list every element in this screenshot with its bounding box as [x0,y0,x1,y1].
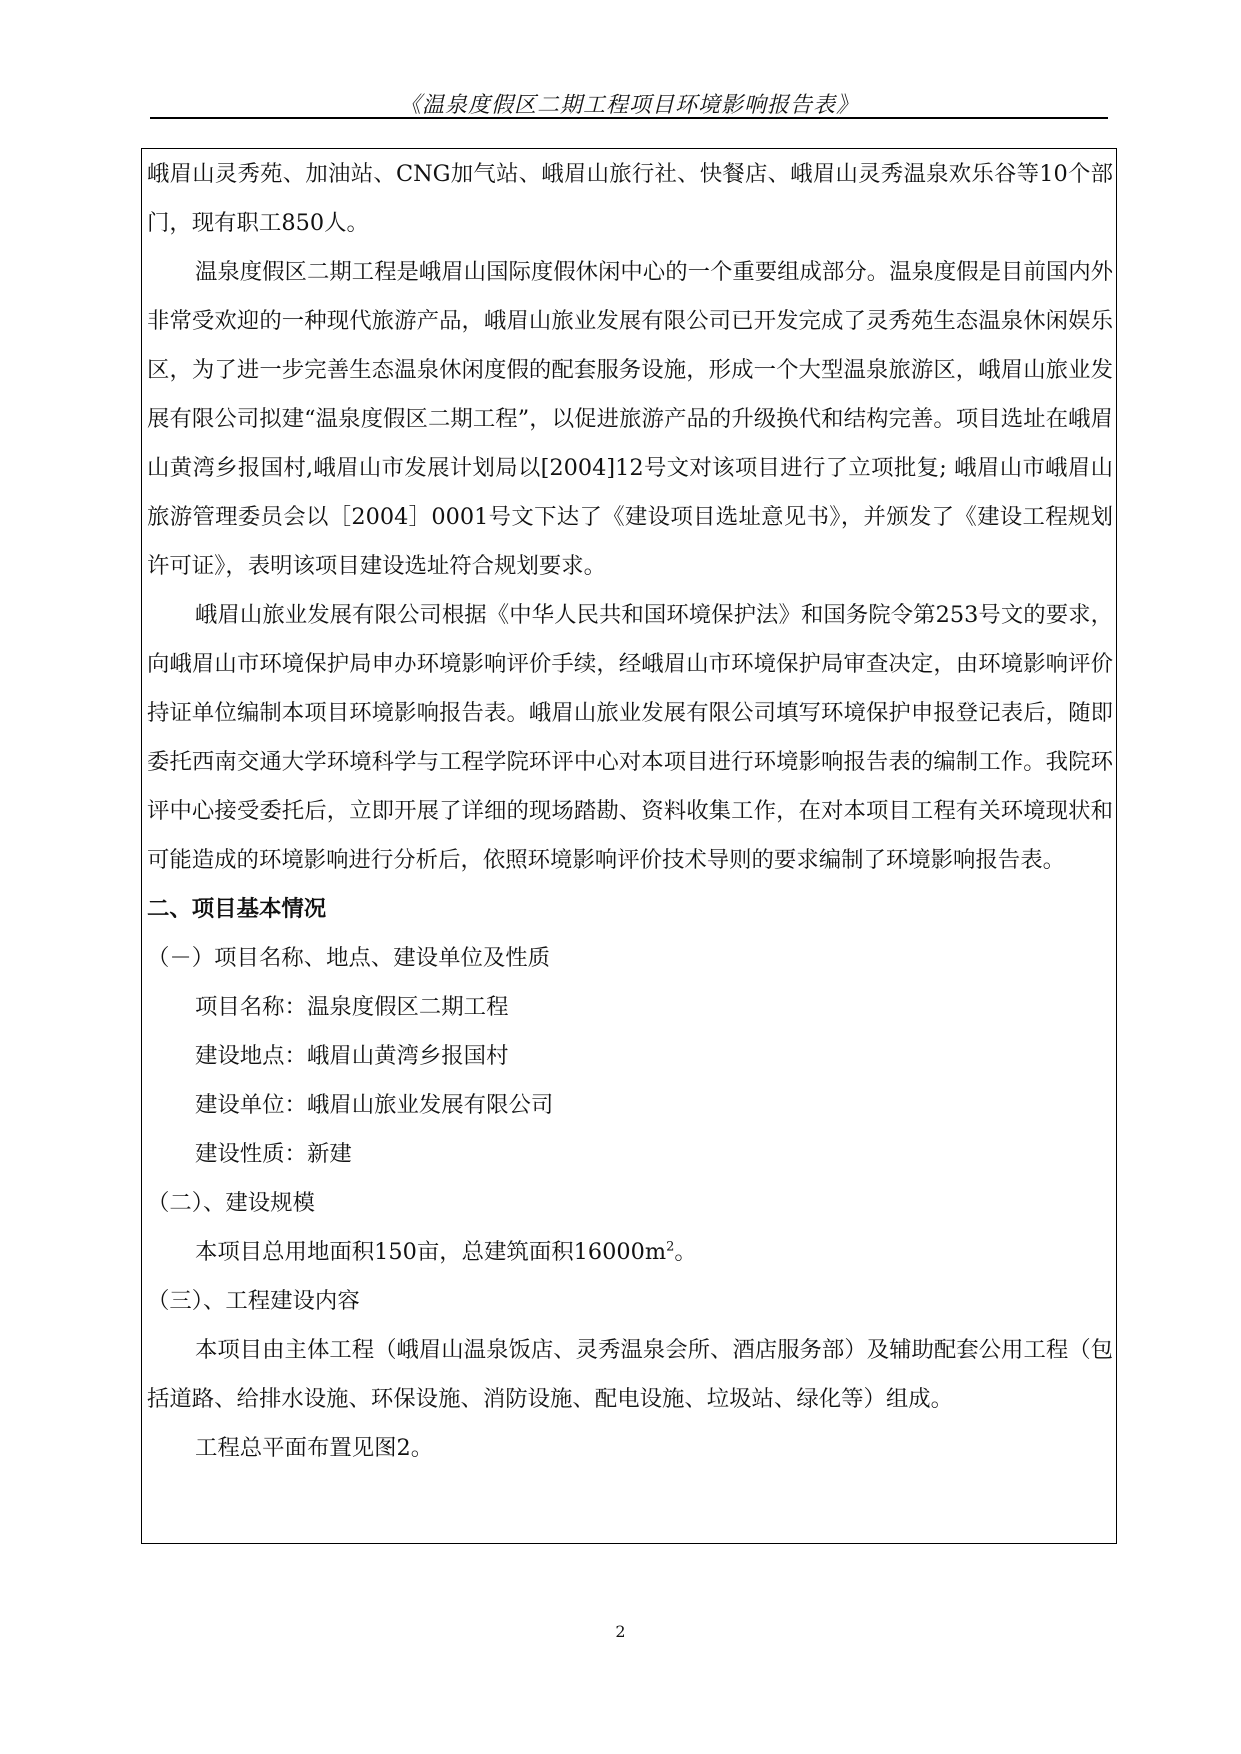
project-name-line: 项目名称：温泉度假区二期工程 [195,994,509,1020]
page-number: 2 [615,1622,626,1641]
scale-text: 本项目总用地面积150亩，总建筑面积16000m [195,1239,667,1265]
document-body [147,150,1113,1473]
scale-line [147,1228,1113,1277]
paragraph-construction-content: 本项目由主体工程（峨眉山温泉饭店、灵秀温泉会所、酒店服务部）及辅助配套公用工程（包括道路、给排水设施、环保设施、消防设施、配电设施、垃圾站、绿化等）组成。 [147,1337,1114,1412]
section-heading-basic-info: 二、项目基本情况 [147,896,327,922]
header-rule [150,117,1108,119]
paragraph-departments: 峨眉山灵秀苑、加油站、CNG加气站、峨眉山旅行社、快餐店、峨眉山灵秀温泉欢乐谷等10个部门，现有职工850人。 [147,161,1113,236]
subsection-heading-scale: （二）、建设规模 [147,1190,315,1216]
project-nature-line: 建设性质：新建 [195,1141,352,1167]
layout-reference-line: 工程总平面布置见图2。 [195,1435,434,1461]
subsection-heading-name-location: （－）项目名称、地点、建设单位及性质 [147,945,551,971]
scale-end: 。 [674,1239,697,1265]
subsection-heading-content: （三）、工程建设内容 [147,1288,360,1314]
project-unit-line: 建设单位：峨眉山旅业发展有限公司 [195,1092,554,1118]
paragraph-project-background: 温泉度假区二期工程是峨眉山国际度假休闲中心的一个重要组成部分。温泉度假是目前国内外非常受欢迎的一种现代旅游产品，峨眉山旅业发展有限公司已开发完成了灵秀苑生态温泉休闲娱乐区，为了进一步完善生态温泉休闲度假的配套服务设施，形成一个大型温泉旅游区，峨眉山旅业发展有限公司拟建“温泉度假区二期工程”，以促进旅游产品的升级换代和结构完善。项目选址在峨眉山黄湾乡报国村,峨眉山市发展计划局以[2004]12号文对该项目进行了立项批复; 峨眉山市峨眉山旅游管理委员会以［2004］0001号文下达了《建设项目选址意见书》，并颁发了《建设工程规划许可证》，表明该项目建设选址符合规划要求。 [147,259,1114,579]
paragraph-assessment-process: 峨眉山旅业发展有限公司根据《中华人民共和国环境保护法》和国务院令第253号文的要求，向峨眉山市环境保护局申办环境影响评价手续，经峨眉山市环境保护局审查决定，由环境影响评价持证单位编制本项目环境影响报告表。峨眉山旅业发展有限公司填写环境保护申报登记表后，随即委托西南交通大学环境科学与工程学院环评中心对本项目进行环境影响报告表的编制工作。我院环评中心接受委托后，立即开展了详细的现场踏勘、资料收集工作，在对本项目工程有关环境现状和可能造成的环境影响进行分析后，依照环境影响评价技术导则的要求编制了环境影响报告表。 [147,602,1113,873]
scale-superscript: 2 [666,1239,675,1255]
project-location-line: 建设地点：峨眉山黄湾乡报国村 [195,1043,509,1069]
page-header-title: 《温泉度假区二期工程项目环境影响报告表》 [398,93,859,118]
